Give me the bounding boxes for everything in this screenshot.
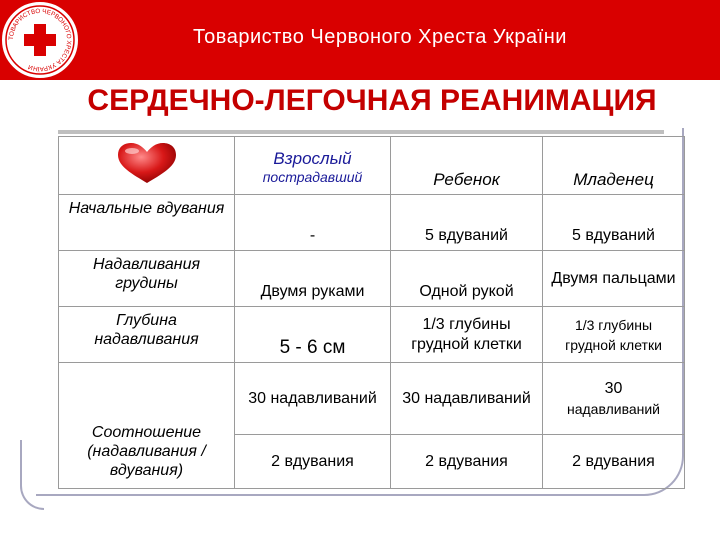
infant-ratio-compressions <box>543 363 685 435</box>
organization-name: Товариство Червоного Хреста України <box>193 26 567 48</box>
adult-header-sublabel: пострадавший <box>262 169 363 185</box>
row-label-initial-breaths: Начальные вдувания <box>59 195 235 251</box>
column-header-child: Ребенок <box>391 137 543 195</box>
child-initial-breaths: 5 вдуваний <box>391 195 543 251</box>
adult-header-label: Взрослый <box>273 149 352 168</box>
infant-ratio-word: надавливаний <box>566 400 661 417</box>
child-compressions: Одной рукой <box>391 251 543 307</box>
child-ratio-compressions: 30 надавливаний <box>391 363 543 435</box>
adult-ratio-breaths: 2 вдувания <box>235 435 391 489</box>
table-row <box>59 251 685 307</box>
child-depth: 1/3 глубины грудной клетки <box>391 307 543 363</box>
red-cross-logo <box>2 2 78 78</box>
decorative-frame-left <box>20 440 44 510</box>
table-row <box>59 307 685 363</box>
infant-initial-breaths: 5 вдуваний <box>543 195 685 251</box>
table-row <box>59 195 685 251</box>
row-label-depth: Глубина надавливания <box>59 307 235 363</box>
page-title: СЕРДЕЧНО-ЛЕГОЧНАЯ РЕАНИМАЦИЯ <box>87 84 657 117</box>
cpr-table <box>58 136 685 489</box>
heart-cell <box>59 137 235 195</box>
adult-depth: 5 - 6 см <box>235 307 391 363</box>
child-ratio-breaths: 2 вдувания <box>391 435 543 489</box>
adult-ratio-compressions: 30 надавливаний <box>235 363 391 435</box>
adult-compressions: Двумя руками <box>235 251 391 307</box>
row-label-ratio: Соотношение (надавливания / вдувания) <box>59 363 235 489</box>
column-header-adult <box>235 137 391 195</box>
column-header-infant: Младенец <box>543 137 685 195</box>
table-header-row <box>59 137 685 195</box>
infant-compressions: Двумя пальцами <box>543 251 685 307</box>
heart-icon <box>112 141 182 185</box>
infant-depth: 1/3 глубины грудной клетки <box>543 307 685 363</box>
row-label-compressions: Надавливания грудины <box>59 251 235 307</box>
red-cross-emblem-icon <box>4 4 76 76</box>
header-bar <box>0 0 720 80</box>
table-row <box>59 363 685 435</box>
logo-ring-text: ТОВАРИСТВО ЧЕРВОНОГО ХРЕСТА УКРАЇНИ <box>7 7 73 73</box>
adult-initial-breaths: - <box>235 195 391 251</box>
infant-ratio-count: 30 <box>604 379 623 397</box>
infant-ratio-breaths: 2 вдувания <box>543 435 685 489</box>
